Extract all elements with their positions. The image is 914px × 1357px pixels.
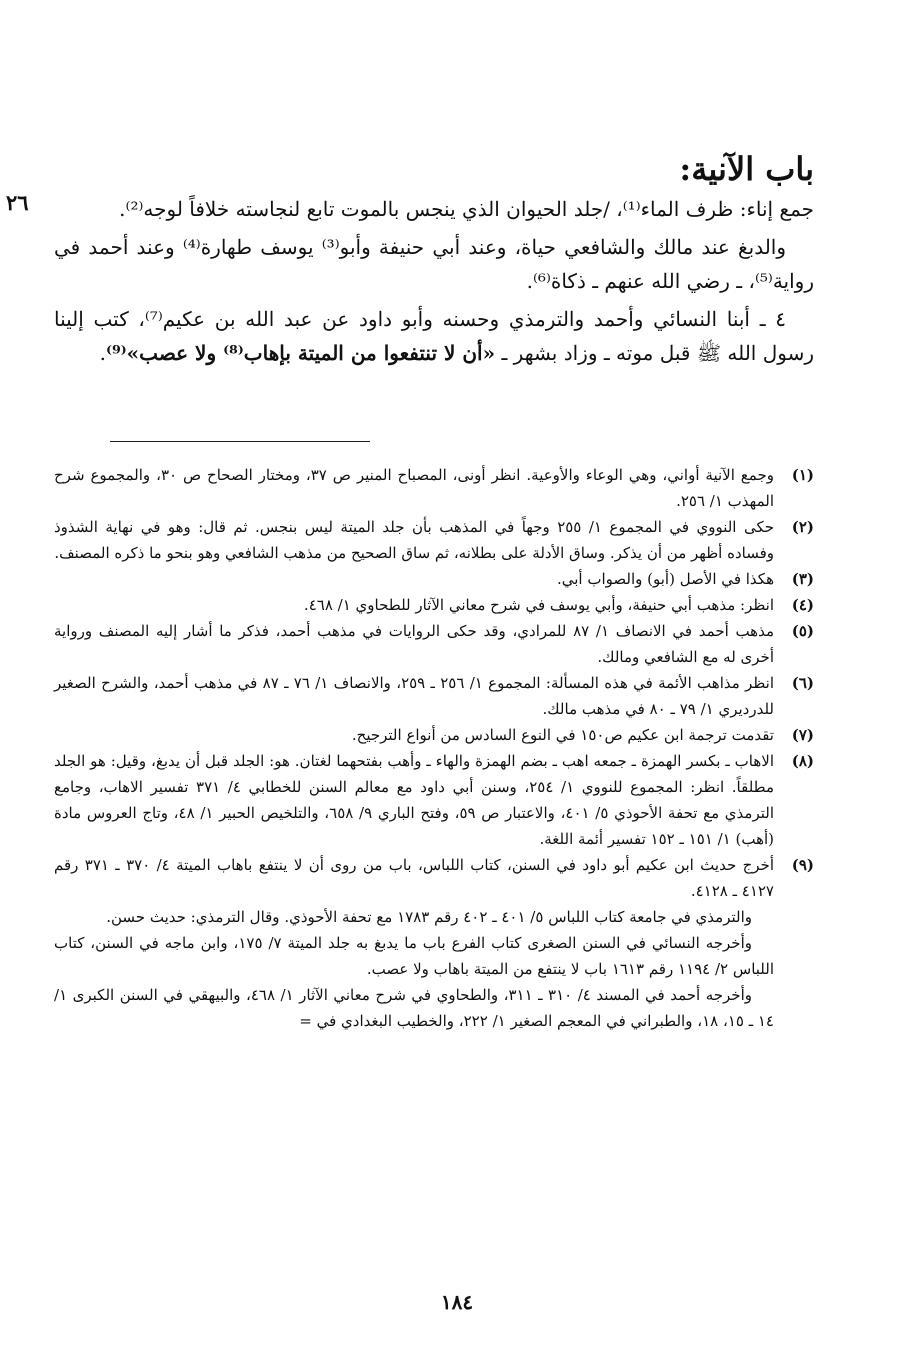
footnote-number: (١) — [791, 466, 814, 484]
footnote-7 — [54, 722, 814, 748]
hadith-end: . — [99, 341, 106, 365]
footnote-5 — [54, 618, 814, 670]
footnote-9-continuation-1: والترمذي في جامعة كتاب اللباس ٥/ ٤٠١ ـ ٤٠٢ رقم ١٧٨٣ مع تحفة الأحوذي. وقال الترمذي: حديث حسن. — [106, 908, 752, 926]
footnote-1 — [54, 462, 814, 514]
footnote-8 — [54, 748, 814, 852]
footnote-text: مذهب أحمد في الانصاف ١/ ٨٧ للمرادي، وقد حكى الروايات في مذهب أحمد، فذكر ما أشار إليه المصنف ورواية أخرى له مع الشافعي ومالك. — [54, 622, 775, 666]
footnote-number: (٢) — [791, 518, 814, 536]
footnote-number: (٥) — [791, 622, 814, 640]
footnote-separator — [110, 441, 370, 442]
footnote-3 — [54, 566, 814, 592]
footnote-number: (٩) — [791, 856, 814, 874]
footnote-text: وجمع الآنية أواني، وهي الوعاء والأوعية. انظر أونى، المصباح المنير ص ٣٧، ومختار الصحاح ص ٣٠، والمجموع شرح المهذب ١/ ٢٥٦. — [54, 466, 774, 510]
main-paragraph-1: جمع إناء: ظرف الماء⁽¹⁾، /جلد الحيوان الذي ينجس بالموت تابع لنجاسته خلافاً لوجه⁽²⁾. — [119, 197, 814, 221]
footnote-text: انظر: مذهب أبي حنيفة، وأبي يوسف في شرح معاني الآثار للطحاوي ١/ ٤٦٨. — [303, 596, 774, 614]
chapter-title: باب الآنية: — [679, 150, 814, 188]
manuscript-page-number: ٢٦ — [6, 190, 29, 215]
footnote-number: (٦) — [791, 674, 814, 692]
footnote-4 — [54, 592, 814, 618]
hadith-text: «أن لا تنتفعوا من الميتة بإهاب⁽⁸⁾ ولا عصب»⁽⁹⁾ — [105, 341, 496, 365]
footnote-number: (٤) — [791, 596, 814, 614]
footnote-text: الاهاب ـ بكسر الهمزة ـ جمعه اهب ـ بضم الهمزة والهاء ـ وأهب بفتحهما لغتان. هو: الجلد قبل أن يدبغ، وقيل: هو الجلد مطلقاً. انظر: المجموع للنووي ١/ ٢٥٤، وسنن أبي داود مع معالم السنن للخطابي ٤/ ٣٧١ تفسير الاهاب، وجامع الترمذي مع تحفة الأحوذي ٥/ ٤٠١، والاعتبار ص ٥٩، وفتح الباري ٩/ ٦٥٨، والتلخيص الحبير ١/ ٤٨، وتاج العروس مادة (أهب) ١/ ١٥١ ـ ١٥٢ تفسير أئمة اللغة. — [54, 752, 775, 848]
footnotes — [54, 462, 814, 1034]
main-paragraph-2: والدبغ عند مالك والشافعي حياة، وعند أبي حنيفة وأبو⁽³⁾ يوسف طهارة⁽⁴⁾ وعند أحمد في رواية⁽⁵⁾، ـ رضي الله عنهم ـ ذكاة⁽⁶⁾. — [54, 235, 814, 293]
footnote-text: انظر مذاهب الأئمة في هذه المسألة: المجموع ١/ ٢٥٦ ـ ٢٥٩، والانصاف ١/ ٧٦ ـ ٨٧ في مذهب أحمد، والشرح الصغير للدرديري ١/ ٧٩ ـ ٨٠ في مذهب مالك. — [54, 674, 774, 718]
footnote-text: هكذا في الأصل (أبو) والصواب أبي. — [556, 570, 774, 588]
footnote-number: (٣) — [791, 570, 814, 588]
footnote-9 — [54, 852, 814, 904]
main-text — [54, 192, 814, 370]
footnote-text: تقدمت ترجمة ابن عكيم ص١٥٠ في النوع السادس من أنواع الترجيح. — [351, 726, 774, 744]
footnote-6 — [54, 670, 814, 722]
main-paragraph-3 — [54, 302, 814, 370]
footnote-number: (٨) — [791, 752, 814, 770]
footnote-9-continuation-3: وأخرجه أحمد في المسند ٤/ ٣١٠ ـ ٣١١، والطحاوي في شرح معاني الآثار ١/ ٤٦٨، والبيهقي في السنن الكبرى ١/ ١٤ ـ ١٥، ١٨، والطبراني في المعجم الصغير ١/ ٢٢٢، والخطيب البغدادي في = — [54, 986, 774, 1030]
hadith-intro: ٤ ـ أبنا النسائي وأحمد والترمذي وحسنه وأبو داود عن عبد الله بن عكيم⁽⁷⁾، كتب إلينا رسول الله ﷺ قبل موته ـ وزاد بشهر ـ — [54, 307, 814, 365]
footnote-2 — [54, 514, 814, 566]
footnote-text: أخرج حديث ابن عكيم أبو داود في السنن، كتاب اللباس، باب من روى أن لا ينتفع باهاب الميتة ٤/ ٣٧٠ ـ ٣٧١ رقم ٤١٢٧ ـ ٤١٢٨. — [54, 856, 774, 900]
footnote-9-continuation-2: وأخرجه النسائي في السنن الصغرى كتاب الفرع باب ما يدبغ به جلد الميتة ٧/ ١٧٥، وابن ماجه في السنن، كتاب اللباس ٢/ ١١٩٤ رقم ١٦١٣ باب لا ينتفع من الميتة باهاب ولا عصب. — [54, 934, 774, 978]
footnote-text: حكى النووي في المجموع ١/ ٢٥٥ وجهاً في المذهب بأن جلد الميتة ليس بنجس. ثم قال: وهو في نهاية الشذوذ وفساده أظهر من أن يذكر. وساق الأدلة على بطلانه، ثم ساق الصحيح من مذهب الشافعي وهو بنحو ما ذكره المصنف. — [54, 518, 775, 562]
page-number: ١٨٤ — [440, 1290, 474, 1314]
footnote-number: (٧) — [791, 726, 814, 744]
